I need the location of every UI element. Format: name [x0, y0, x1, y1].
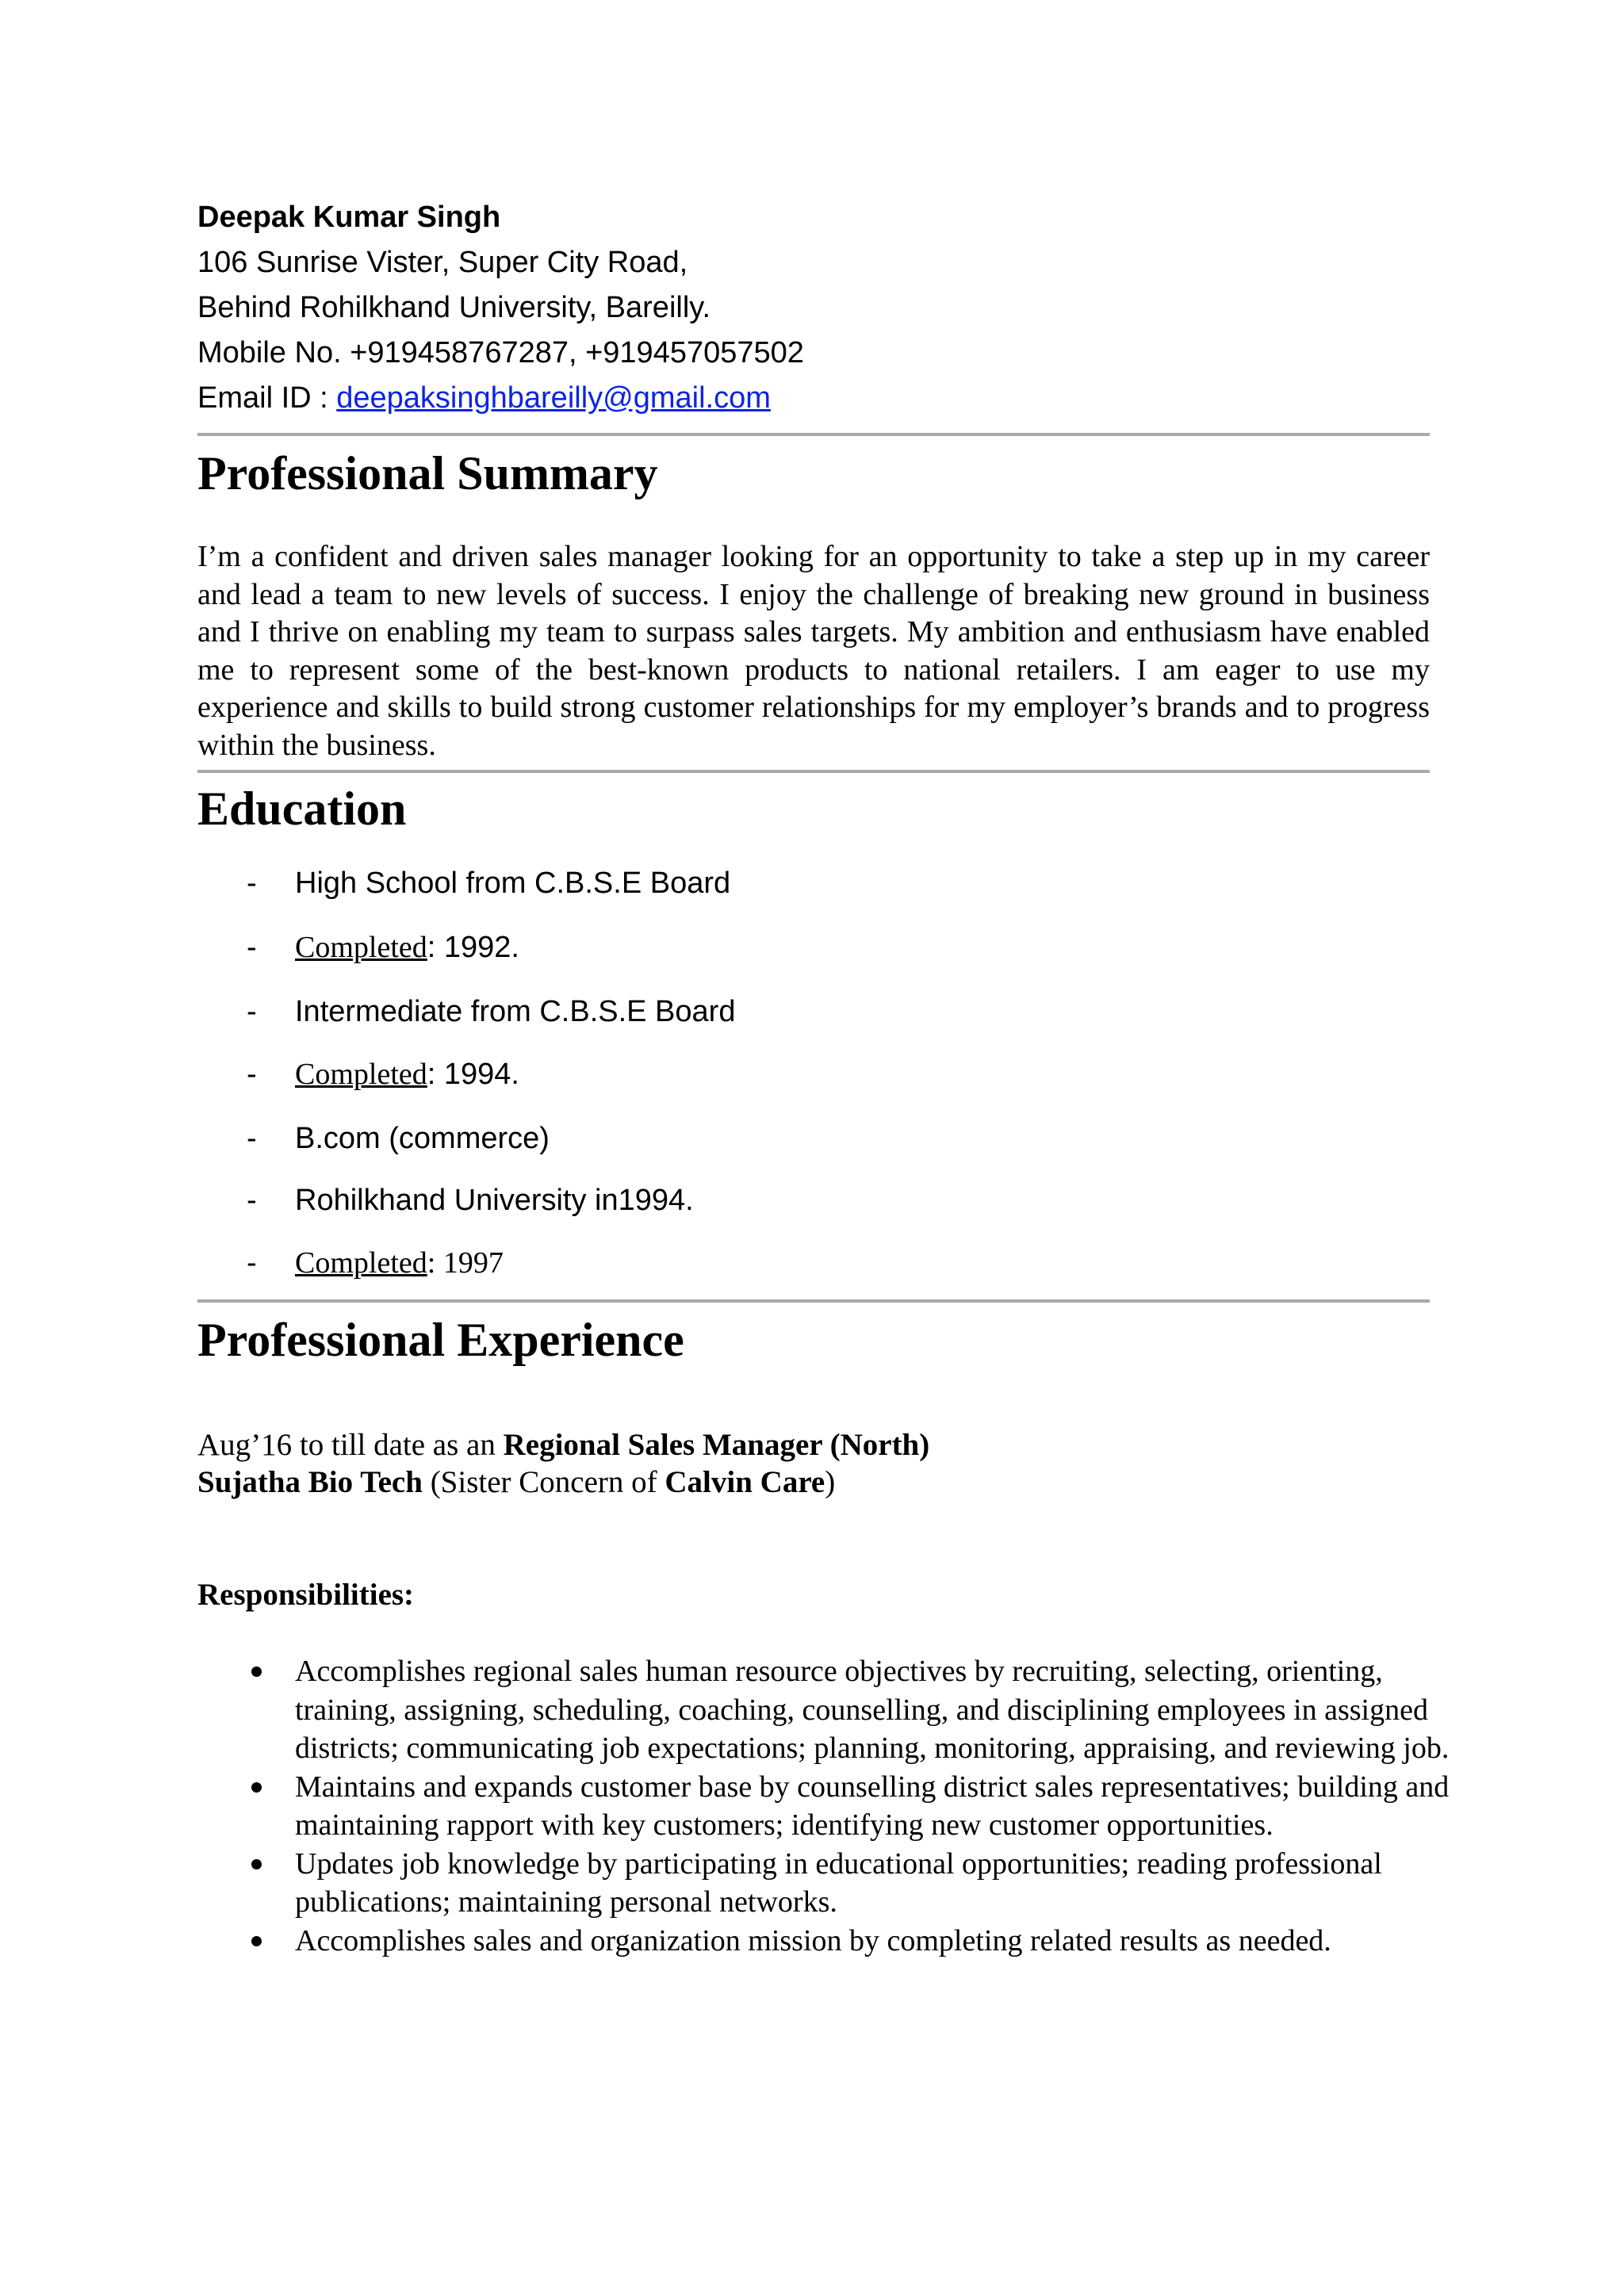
education-item [197, 1239, 1308, 1287]
section-divider [197, 1299, 1430, 1303]
contact-block [197, 195, 1434, 421]
section-divider [197, 770, 1430, 773]
bullet-icon [251, 1782, 262, 1793]
education-item [197, 1177, 1308, 1224]
education-item [197, 859, 1308, 907]
education-text: High School from C.B.S.E Board [295, 867, 731, 900]
dash-marker: - [247, 1122, 257, 1155]
email-line [197, 376, 1434, 421]
email-link[interactable]: deepaksinghbareilly@gmail.com [336, 381, 771, 415]
education-heading: Education [197, 783, 407, 835]
dash-marker: - [247, 1246, 257, 1280]
education-item [197, 1115, 1308, 1162]
list-item [197, 1768, 1453, 1845]
bullet-icon [251, 1936, 262, 1946]
company-note-post: ) [825, 1465, 836, 1499]
candidate-name: Deepak Kumar Singh [197, 201, 501, 234]
experience-heading: Professional Experience [197, 1314, 684, 1366]
responsibilities-title: Responsibilities: [197, 1578, 415, 1612]
responsibilities-list [197, 1652, 1450, 1960]
email-label: Email ID : [197, 381, 337, 415]
completed-label: Completed [295, 1058, 427, 1091]
company-note-pre: (Sister Concern of [422, 1465, 665, 1499]
education-text: Intermediate from C.B.S.E Board [295, 995, 736, 1028]
address-line-2: Behind Rohilkhand University, Bareilly. [197, 291, 711, 324]
dash-marker: - [247, 1058, 257, 1091]
completed-year: : 1992. [427, 931, 519, 964]
job-role: Regional Sales Manager (North) [503, 1428, 930, 1462]
bullet-icon [251, 1859, 262, 1869]
responsibility-text: Accomplishes regional sales human resource objectives by recruiting, selecting, orienting, training, assigning, scheduling, coaching, counselling, and disciplining employees in assigned districts; communicating job expectations; planning, monitoring, appraising, and reviewing job. [295, 1655, 1450, 1765]
list-item [197, 1845, 1453, 1922]
dash-marker: - [247, 867, 257, 900]
dash-marker: - [247, 1184, 257, 1217]
list-item [197, 1922, 1453, 1961]
summary-heading: Professional Summary [197, 447, 658, 499]
company-line [197, 1464, 835, 1501]
summary-text: I’m a confident and driven sales manager looking for an opportunity to take a step up in my career and lead a team to new levels of success. I enjoy the challenge of breaking new ground in business and I thrive on enabling my team to surpass sales targets. My ambition and enthusiasm have enabled me to represent some of the best-known products to national retailers. I am eager to use my experience and skills to build strong customer relationships for my employer’s brands and to progress within the business. [197, 540, 1430, 762]
address-line-1: 106 Sunrise Vister, Super City Road, [197, 246, 688, 279]
education-item [197, 924, 1308, 971]
list-item [197, 1652, 1453, 1768]
responsibility-text: Updates job knowledge by participating in educational opportunities; reading professional publications; maintaining personal networks. [295, 1846, 1382, 1919]
education-item [197, 988, 1308, 1035]
company-name: Sujatha Bio Tech [197, 1465, 423, 1499]
completed-year: : 1994. [427, 1058, 519, 1091]
mobile-numbers: Mobile No. +919458767287, +919457057502 [197, 336, 804, 369]
education-text: B.com (commerce) [295, 1122, 550, 1155]
education-item [197, 1050, 1308, 1098]
parent-company: Calvin Care [665, 1465, 825, 1499]
completed-label: Completed [295, 1246, 427, 1280]
bullet-icon [251, 1667, 262, 1677]
job-period-line [197, 1426, 929, 1464]
responsibility-text: Accomplishes sales and organization mission by completing related results as needed. [295, 1923, 1331, 1957]
responsibility-text: Maintains and expands customer base by counselling district sales representatives; building and maintaining rapport with key customers; identifying new customer opportunities. [295, 1770, 1450, 1842]
education-text: Rohilkhand University in1994. [295, 1184, 694, 1217]
dash-marker: - [247, 931, 257, 964]
dash-marker: - [247, 995, 257, 1028]
completed-year: : 1997 [427, 1246, 504, 1280]
section-divider [197, 433, 1430, 436]
completed-label: Completed [295, 931, 427, 964]
job-period: Aug’16 to till date as an [197, 1428, 504, 1462]
